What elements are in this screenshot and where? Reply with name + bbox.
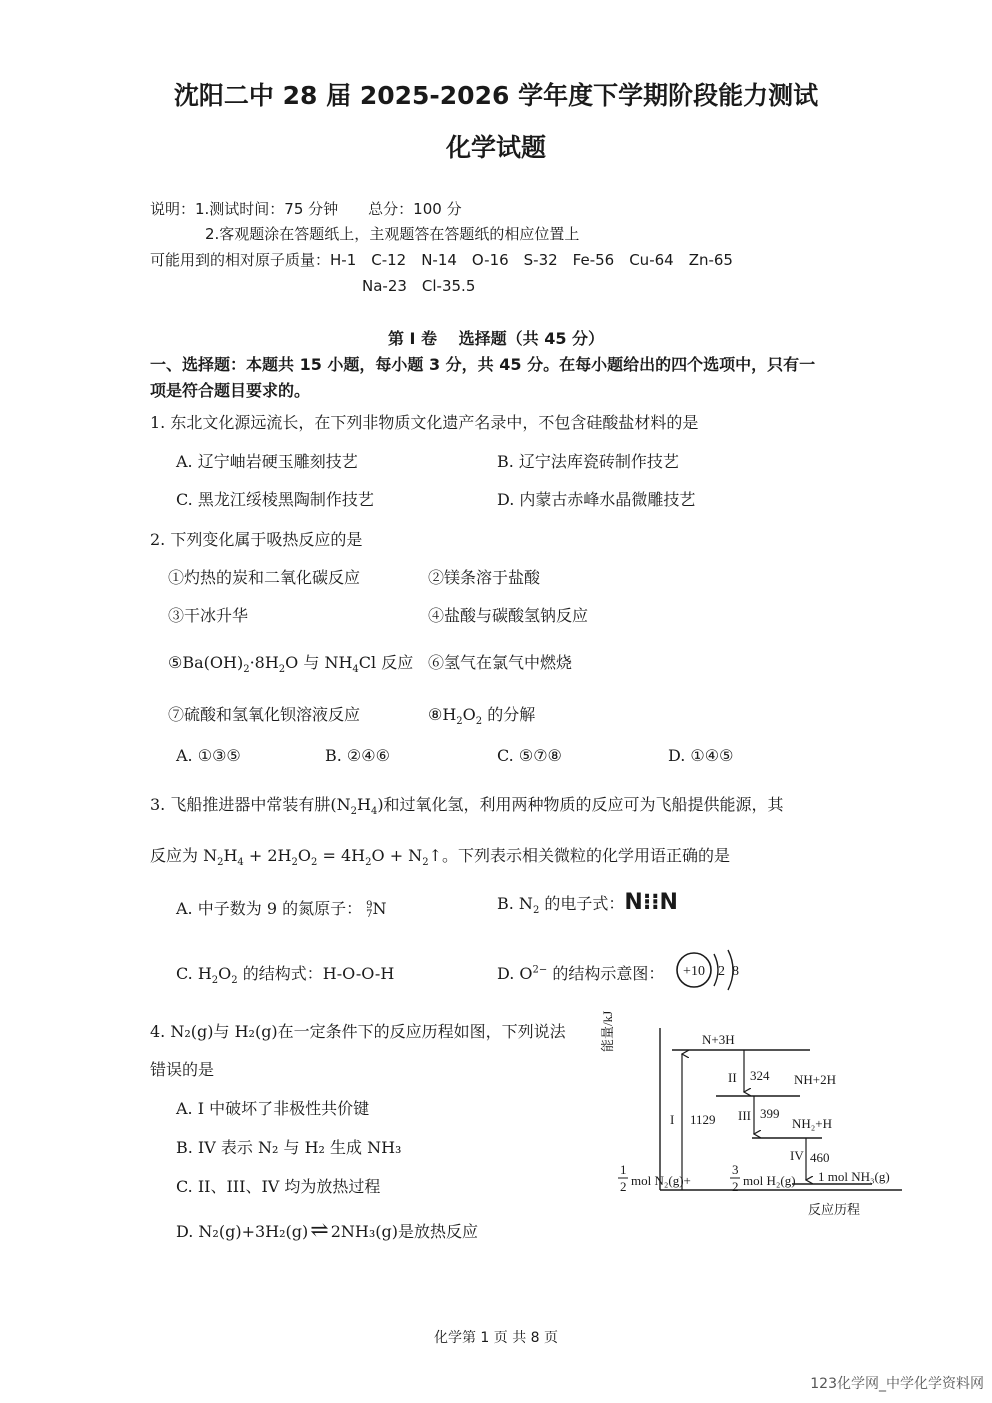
step-3-value: 399 xyxy=(760,1106,780,1121)
level-nh3-label: 1 mol NH₃(g) xyxy=(818,1169,890,1184)
q1-option-b: B. 辽宁法库瓷砖制作技艺 xyxy=(497,452,679,471)
energy-profile-diagram xyxy=(600,1010,912,1227)
section-intro-2: 项是符合题目要求的。 xyxy=(150,381,311,400)
watermark: 123化学网_中学化学资料网 xyxy=(810,1376,984,1392)
oxide-ion-structure-diagram xyxy=(674,946,744,994)
step-3-label: III xyxy=(738,1108,751,1123)
nucleus-charge: +10 xyxy=(683,964,705,979)
q2-item-5: $⑤Ba(OH)_2\cdot 8H_2O$ 与 $NH_4Cl$ 反应 xyxy=(168,653,414,676)
frac-1-num: 1 xyxy=(620,1162,627,1177)
x-axis-label: 反应历程 xyxy=(808,1202,861,1217)
step-1-label: I xyxy=(670,1112,675,1127)
frac-2-num: 3 xyxy=(732,1162,739,1177)
q3-option-a: A. 中子数为 9 的氮原子： 9 7 N xyxy=(176,899,387,920)
q2-option-b: B. ②④⑥ xyxy=(325,746,390,765)
q1-option-d: D. 内蒙古赤峰水晶微雕技艺 xyxy=(497,490,696,509)
q2-item-1: ①灼热的炭和二氧化碳反应 xyxy=(168,568,361,587)
q3-stem-line-1: 3. 飞船推进器中常装有肼$(N_2H_4)$和过氧化氢，利用两种物质的反应可为飞船提供能源，其 xyxy=(150,795,784,818)
shell-1-electrons: 2 xyxy=(718,964,725,979)
exam-title: 沈阳二中 28 届 2025-2026 学年度下学期阶段能力测试 xyxy=(173,81,819,110)
exam-subject: 化学试题 xyxy=(445,133,546,162)
step-2-label: II xyxy=(728,1070,737,1085)
instruction-line-1: 说明：1.测试时间：75 分钟 总分：100 分 xyxy=(150,200,462,218)
q3-stem-line-2: 反应为 $N_2H_4 + 2H_2O_2 = 4H_2O$ + $N_2↑$。下列表示相关微粒的化学用语正确的是 xyxy=(150,846,730,869)
q3-option-d: D. $O^{2-}$ 的结构示意图： xyxy=(497,964,665,983)
instruction-line-2: 2.客观题涂在答题纸上，主观题答在答题纸的相应位置上 xyxy=(205,225,580,243)
q3-option-b: B. $N_2$ 的电子式：N⁝⁝N xyxy=(497,890,678,917)
y-axis-label: 能量/kJ xyxy=(600,1010,615,1052)
q4-option-c: C. II、III、IV 均为放热过程 xyxy=(176,1177,381,1196)
q2-option-c: C. ⑤⑦⑧ xyxy=(497,746,562,765)
frac-2-den: 2 xyxy=(732,1179,739,1194)
level-nh2-h-label: NH₂+H xyxy=(792,1116,833,1131)
q4-stem-line-1: 4. N₂(g)与 H₂(g)在一定条件下的反应历程如图，下列说法 xyxy=(150,1022,566,1041)
frac-1-den: 2 xyxy=(620,1179,627,1194)
step-1-value: 1129 xyxy=(690,1112,716,1127)
q2-item-3: ③干冰升华 xyxy=(168,606,249,625)
q2-item-8: $⑧H_2O_2$ 的分解 xyxy=(428,705,536,728)
q4-option-a: A. I 中破坏了非极性共价键 xyxy=(176,1099,370,1118)
q4-option-b: B. IV 表示 N₂ 与 H₂ 生成 NH₃ xyxy=(176,1138,402,1157)
step-4-label: IV xyxy=(790,1148,804,1163)
start-level-part-1: mol N₂(g)+ xyxy=(631,1173,691,1188)
section-intro-1: 一、选择题：本题共 15 小题，每小题 3 分，共 45 分。在每小题给出的四个选项中，只有一 xyxy=(150,355,816,374)
q2-option-a: A. ①③⑤ xyxy=(176,746,241,765)
q2-item-4: ④盐酸与碳酸氢钠反应 xyxy=(428,606,589,625)
q1-stem: 1. 东北文化源远流长，在下列非物质文化遗产名录中，不包含硅酸盐材料的是 xyxy=(150,413,699,432)
atomic-mass-line-2: Na-23 Cl-35.5 xyxy=(362,277,476,295)
q4-stem-line-2: 错误的是 xyxy=(150,1060,215,1079)
q3-option-c: C. $H_2O_2$ 的结构式：H-O-O-H xyxy=(176,964,395,987)
level-nh-2h-label: NH+2H xyxy=(794,1072,836,1087)
shell-2-electrons: 8 xyxy=(732,964,739,979)
q4-option-d: D. N₂(g)+3H₂(g)⇌ 2NH₃(g)是放热反应 xyxy=(176,1218,478,1243)
q1-option-c: C. 黑龙江绥棱黑陶制作技艺 xyxy=(176,490,374,509)
section-title: 第 I 卷 选择题（共 45 分） xyxy=(387,329,605,348)
level-n-3h-label: N+3H xyxy=(702,1032,735,1047)
step-2-value: 324 xyxy=(750,1068,770,1083)
q2-item-6: ⑥氢气在氯气中燃烧 xyxy=(428,653,573,672)
q2-option-d: D. ①④⑤ xyxy=(668,746,734,765)
q2-item-7: ⑦硫酸和氢氧化钡溶液反应 xyxy=(168,705,361,724)
q1-option-a: A. 辽宁岫岩硬玉雕刻技艺 xyxy=(176,452,358,471)
atomic-mass-line-1: 可能用到的相对原子质量：H-1 C-12 N-14 O-16 S-32 Fe-56 Cu-64 Zn-65 xyxy=(150,251,733,269)
step-4-value: 460 xyxy=(810,1150,830,1165)
n2-electron-formula: N⁝⁝N xyxy=(624,890,678,915)
q2-item-2: ②镁条溶于盐酸 xyxy=(428,568,541,587)
start-level-part-2: mol H₂(g) xyxy=(743,1173,796,1188)
page-number: 化学第 1 页 共 8 页 xyxy=(433,1330,559,1346)
q2-stem: 2. 下列变化属于吸热反应的是 xyxy=(150,530,363,549)
